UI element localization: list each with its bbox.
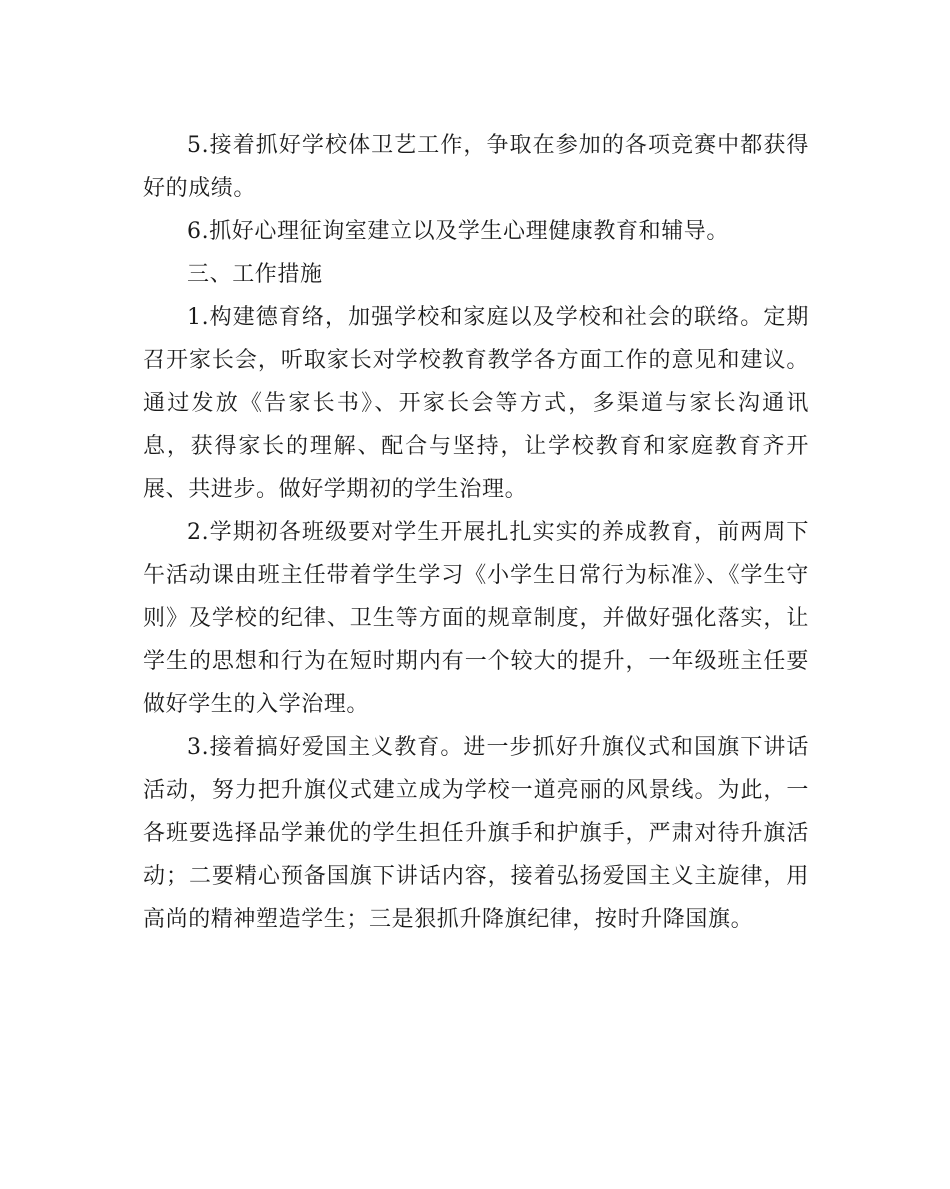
document-body bbox=[143, 124, 809, 941]
paragraph-measure-2: 2.学期初各班级要对学生开展扎扎实实的养成教育，前两周下午活动课由班主任带着学生学习《小学生日常行为标准》、《学生守则》及学校的纪律、卫生等方面的规章制度，并做好强化落实，让学生的思想和行为在短时期内有一个较大的提升，一年级班主任要做好学生的入学治理。 bbox=[143, 520, 809, 717]
paragraph-item-5: 5.接着抓好学校体卫艺工作，争取在参加的各项竞赛中都获得好的成绩。 bbox=[143, 133, 809, 201]
paragraph-item-6: 6.抓好心理征询室建立以及学生心理健康教育和辅导。 bbox=[187, 219, 729, 244]
paragraph-measure-3: 3.接着搞好爱国主义教育。进一步抓好升旗仪式和国旗下讲话活动，努力把升旗仪式建立成为学校一道亮丽的风景线。为此，一各班要选择品学兼优的学生担任升旗手和护旗手，严肃对待升旗活动；二要精心预备国旗下讲话内容，接着弘扬爱国主义主旋律，用高尚的精神塑造学生；三是狠抓升降旗纪律，按时升降国旗。 bbox=[143, 735, 809, 932]
section-heading: 三、工作措施 bbox=[187, 262, 323, 287]
paragraph-measure-1: 1.构建德育络，加强学校和家庭以及学校和社会的联络。定期召开家长会，听取家长对学校教育教学各方面工作的意见和建议。通过发放《告家长书》、开家长会等方式，多渠道与家长沟通讯息，获得家长的理解、配合与坚持，让学校教育和家庭教育齐开展、共进步。做好学期初的学生治理。 bbox=[143, 305, 809, 502]
